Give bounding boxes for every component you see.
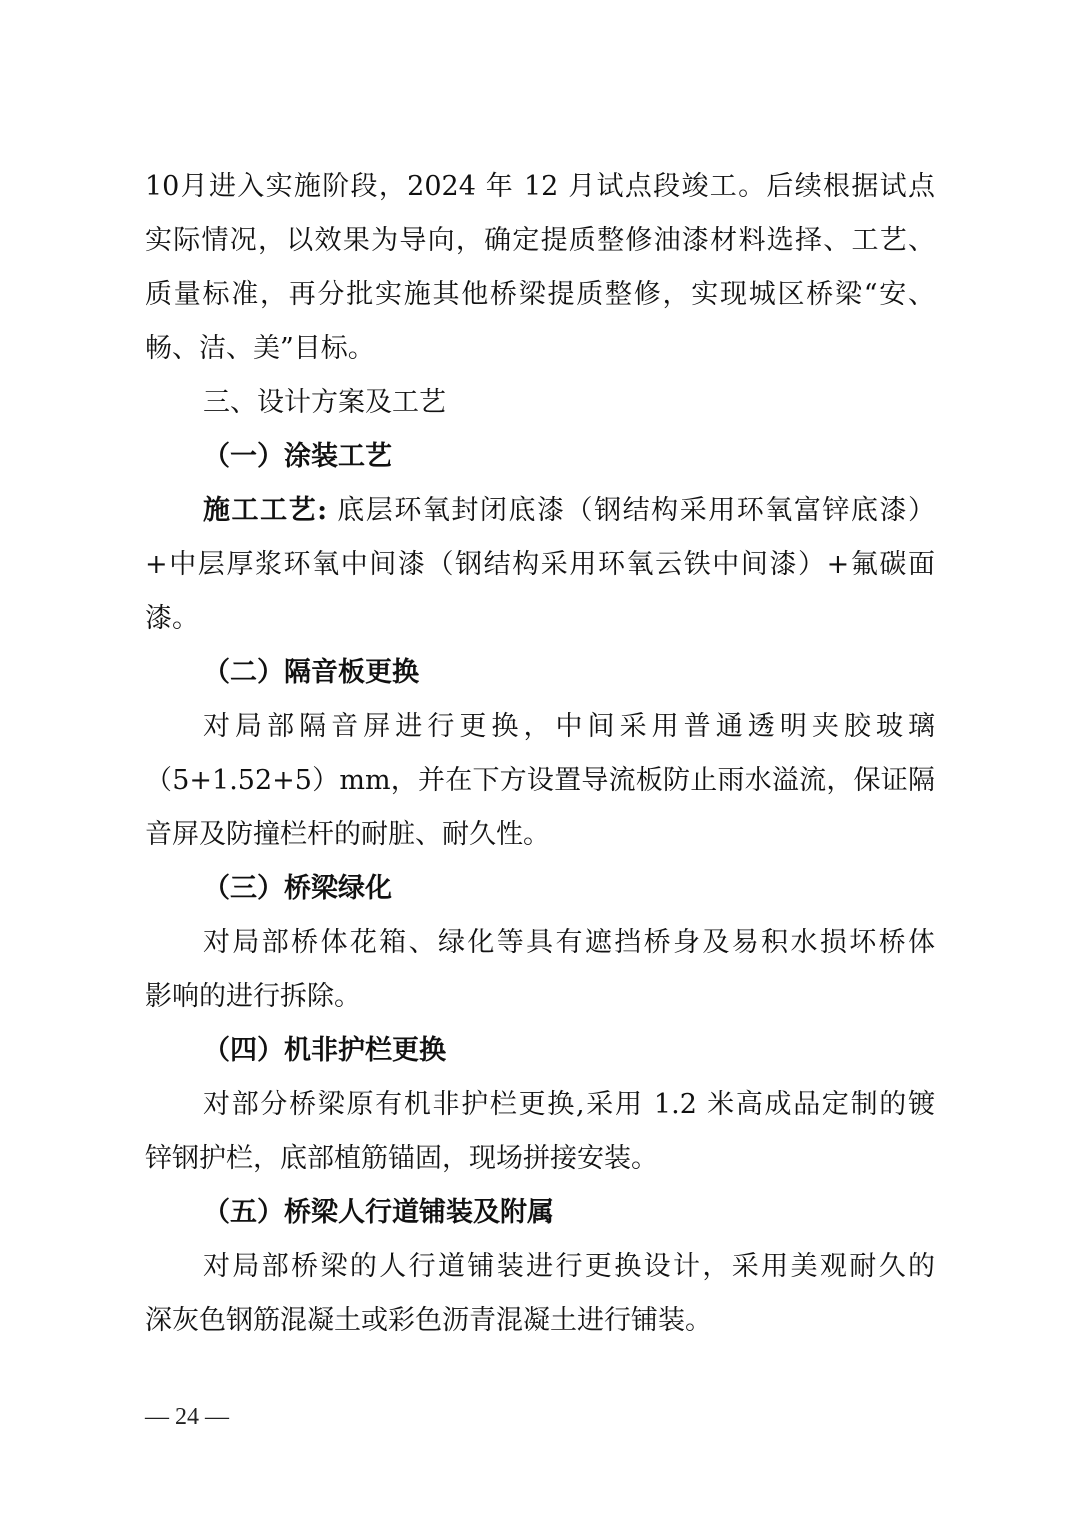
sub1-line-3: 漆。: [145, 603, 199, 634]
sub4-heading: （四）机非护栏更换: [203, 1035, 446, 1066]
page-number: — 24 —: [145, 1404, 229, 1430]
sub4-line-2: 锌钢护栏，底部植筋锚固，现场拼接安装。: [145, 1143, 658, 1174]
sub3-line-2: 影响的进行拆除。: [145, 981, 361, 1012]
intro-line-3: 质量标准，再分批实施其他桥梁提质整修，实现城区桥梁“安、: [145, 279, 935, 310]
intro-line-1: 10月进入实施阶段，2024 年 12 月试点段竣工。后续根据试点: [145, 171, 935, 202]
sub5-line-2: 深灰色钢筋混凝土或彩色沥青混凝土进行铺装。: [145, 1305, 712, 1336]
section-title: 三、设计方案及工艺: [203, 387, 446, 418]
sub2-line-1: 对局部隔音屏进行更换，中间采用普通透明夹胶玻璃: [203, 711, 935, 742]
sub2-line-2: （5+1.52+5）mm，并在下方设置导流板防止雨水溢流，保证隔: [145, 765, 935, 796]
sub2-heading: （二）隔音板更换: [203, 657, 419, 688]
sub1-label: 施工工艺:: [203, 495, 328, 526]
sub2-line-3: 音屏及防撞栏杆的耐脏、耐久性。: [145, 819, 550, 850]
intro-line-4: 畅、洁、美”目标。: [145, 333, 375, 364]
sub4-line-1: 对部分桥梁原有机非护栏更换,采用 1.2 米高成品定制的镀: [203, 1089, 935, 1120]
sub5-heading: （五）桥梁人行道铺装及附属: [203, 1197, 554, 1228]
sub1-line-1-rest: 底层环氧封闭底漆（钢结构采用环氧富锌底漆）: [327, 495, 935, 526]
intro-line-2: 实际情况，以效果为导向，确定提质整修油漆材料选择、工艺、: [145, 225, 935, 256]
sub5-line-1: 对局部桥梁的人行道铺装进行更换设计，采用美观耐久的: [203, 1251, 935, 1282]
sub1-line-1: [203, 492, 935, 530]
sub1-line-2: +中层厚浆环氧中间漆（钢结构采用环氧云铁中间漆）+氟碳面: [145, 549, 935, 580]
sub1-heading: （一）涂装工艺: [203, 441, 392, 472]
sub3-line-1: 对局部桥体花箱、绿化等具有遮挡桥身及易积水损坏桥体: [203, 927, 935, 958]
sub3-heading: （三）桥梁绿化: [203, 873, 392, 904]
